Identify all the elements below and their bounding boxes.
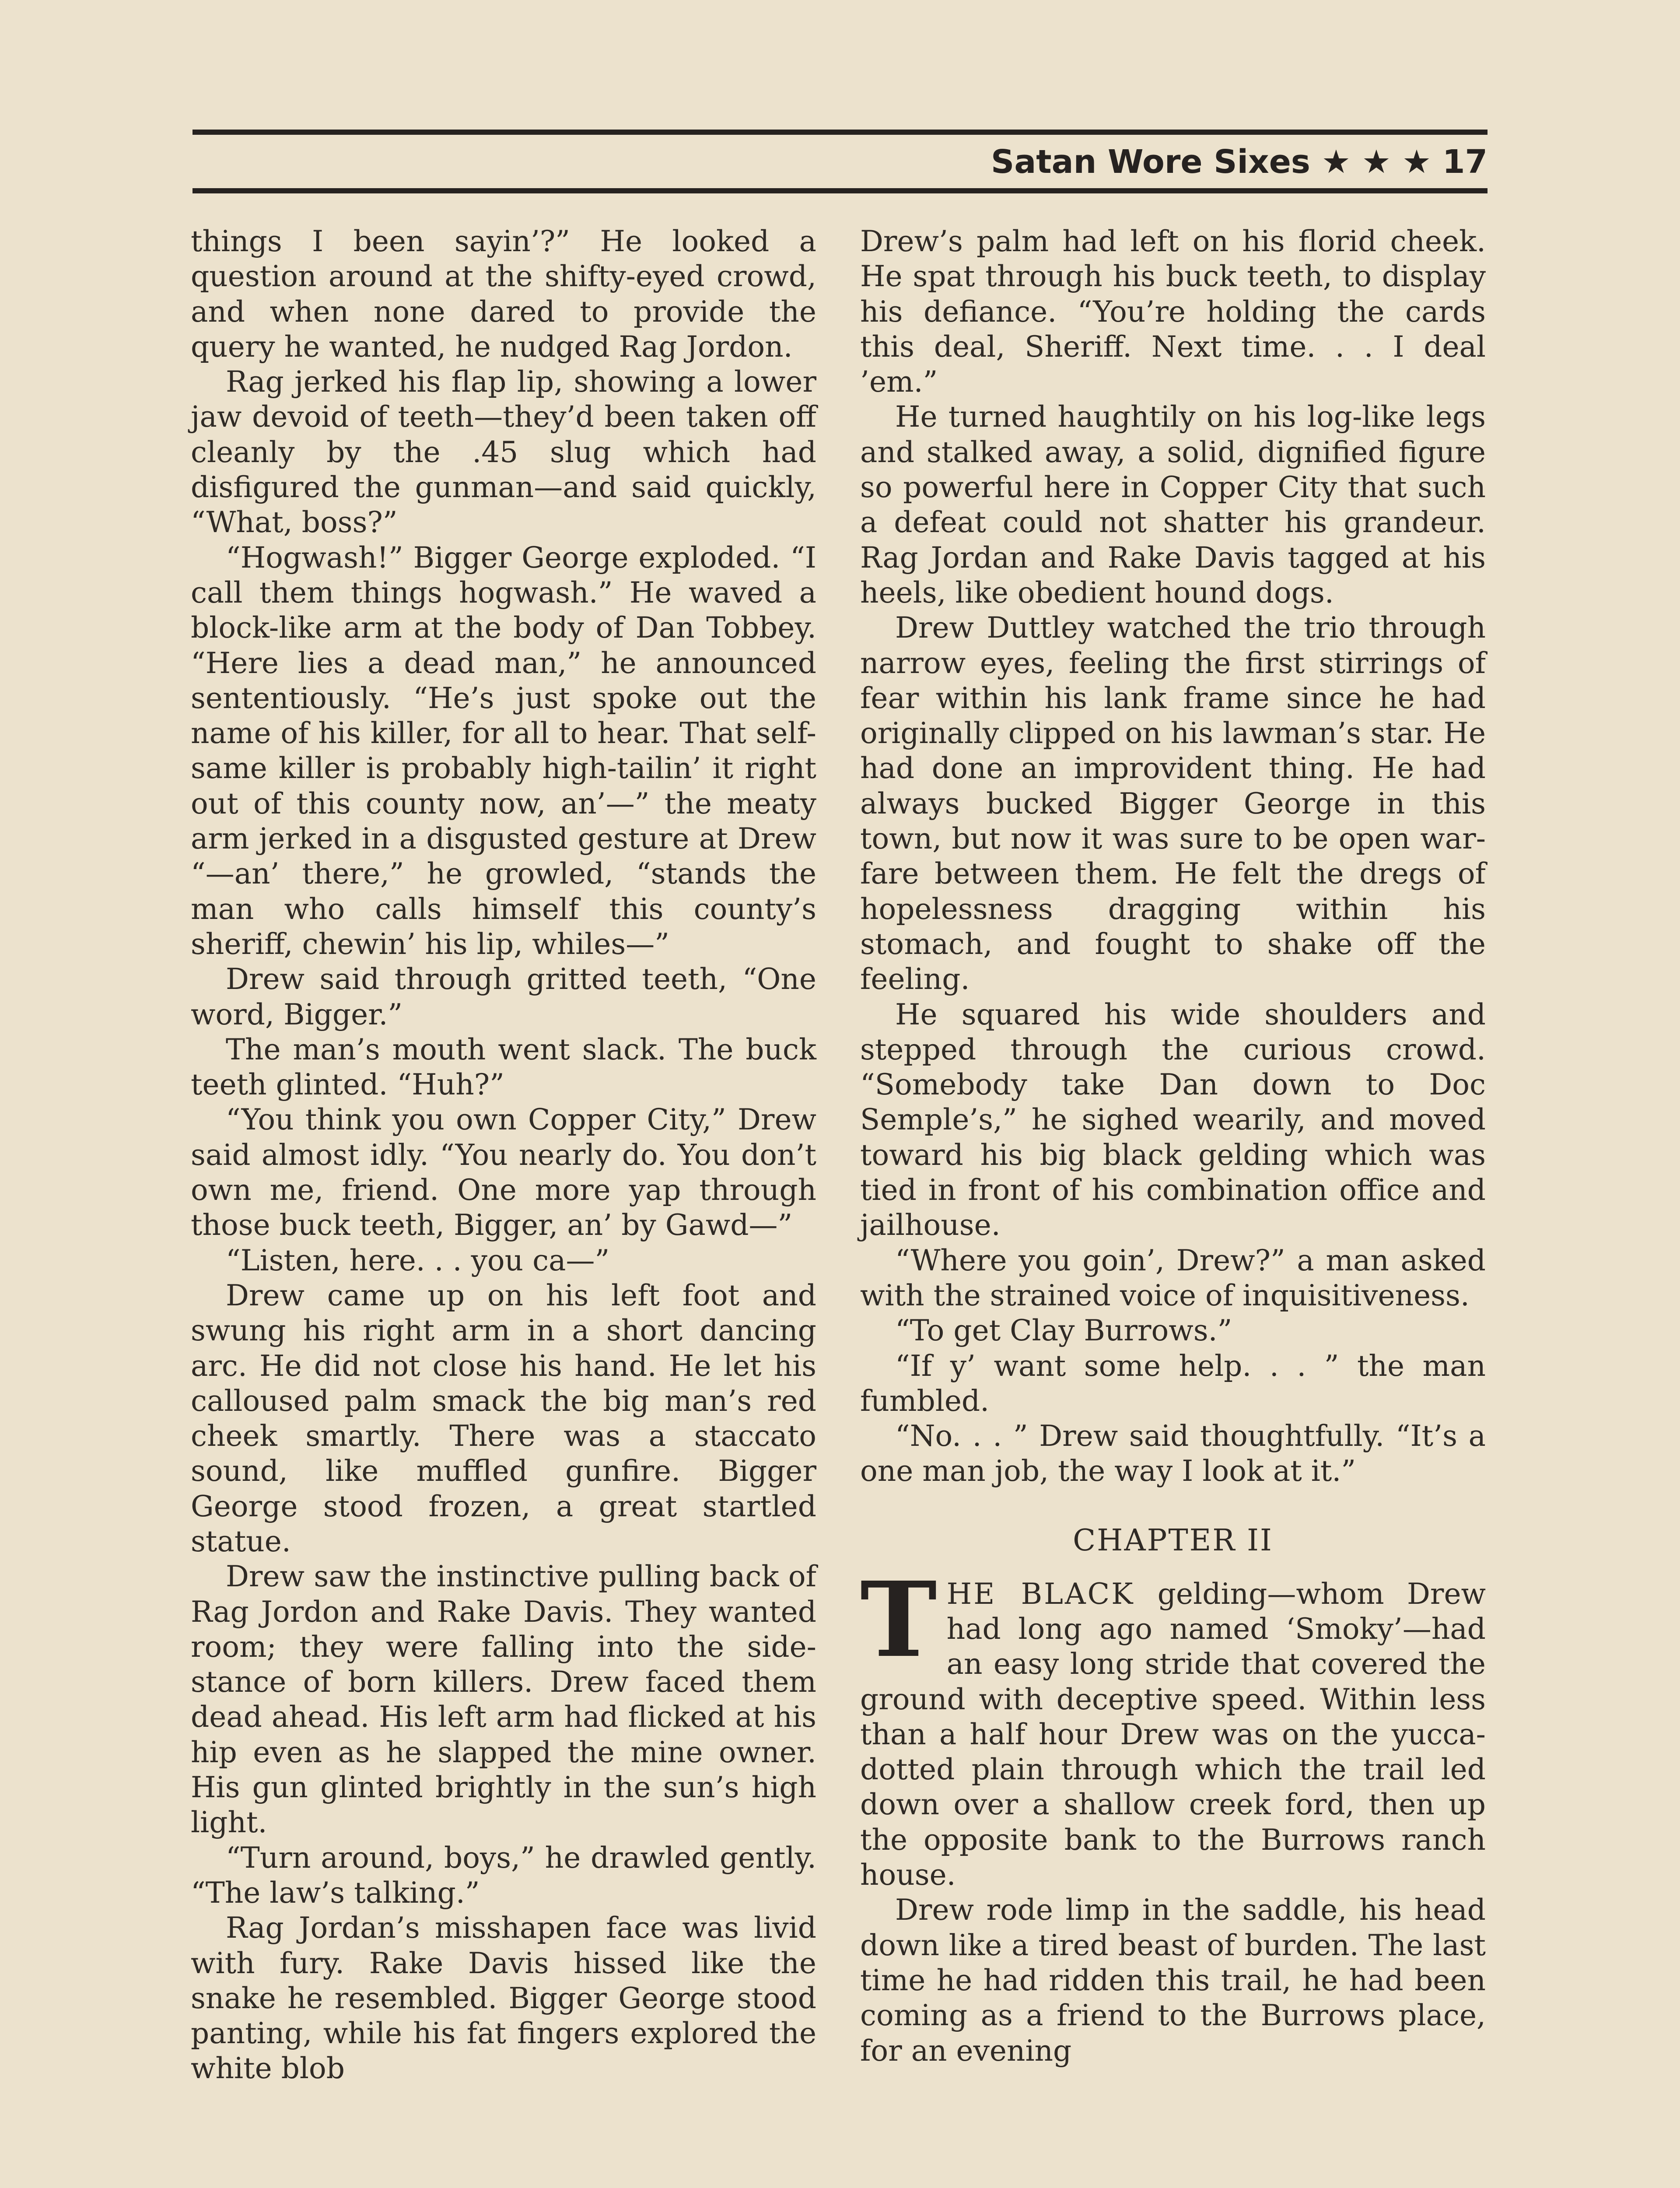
paragraph: “You think you own Copper City,” Drew said almost idly. “You nearly do. You don’t own me, friend. One more yap through those buck teeth, Bigger, an’ by Gawd—”	[191, 1103, 816, 1242]
paragraph: “If y’ want some help. . . ” the man fumbled.	[860, 1349, 1486, 1418]
chapter-opening-paragraph	[860, 1558, 1486, 1893]
paragraph: Drew saw the instinctive pulling back of Rag Jordon and Rake Davis. They wanted room; they were falling into the side-stance of born killers. Drew faced them dead ahead. His left arm had flicked at his hip even as he slapped the mine owner. His gun glinted brightly in the sun’s high light.	[191, 1560, 816, 1840]
paragraph: “To get Clay Burrows.”	[895, 1314, 1232, 1348]
right-column	[860, 224, 1486, 2069]
paragraph: Drew said through gritted teeth, “One word, Bigger.”	[191, 962, 816, 1031]
paragraph: “No. . . ” Drew said thoughtfully. “It’s a one man job, the way I look at it.”	[860, 1419, 1486, 1488]
paragraph: He squared his wide shoulders and stepped through the curious crowd. “Somebody take Dan down to Doc Semple’s,” he sighed wearily, and moved toward his big black gelding which was tied in front of his combination office and jailhouse.	[860, 997, 1486, 1242]
chapter-heading: CHAPTER II	[1073, 1523, 1273, 1558]
page-number: 17	[1442, 143, 1488, 181]
story-title: Satan Wore Sixes	[991, 143, 1310, 181]
star-ornament: ★ ★ ★	[1321, 143, 1432, 181]
paragraph: “Listen, here. . . you ca—”	[226, 1243, 610, 1277]
paragraph: things I been sayin’?” He looked a question around at the shifty-eyed crowd, and when none dared to provide the query he wanted, he nudged Rag Jordon.	[191, 224, 816, 364]
paragraph: The man’s mouth went slack. The buck teeth glinted. “Huh?”	[191, 1032, 816, 1102]
opening-small-caps: HE BLACK	[946, 1577, 1135, 1611]
left-column	[191, 224, 816, 2086]
paragraph: Rag jerked his flap lip, showing a lower jaw devoid of teeth—they’d been taken off cleanly by the .45 slug which had disfigured the gunman—and said quickly, “What, boss?”	[191, 365, 816, 540]
drop-cap: T	[860, 1558, 937, 1680]
paragraph: “Hogwash!” Bigger George exploded. “I call them things hogwash.” He waved a block-like arm at the body of Dan Tobbey. “Here lies a dead man,” he announced sententiously. “He’s just spoke out the name of his killer, for all to hear. That self-same killer is probably high-tailin’ it right out of this county now, an’—” the meaty arm jerked in a disgusted gesture at Drew “—an’ there,” he growled, “stands the man who calls himself this county’s sheriff, chewin’ his lip, whiles—”	[191, 540, 816, 961]
paragraph: He turned haughtily on his log-like legs and stalked away, a solid, dignified figure so powerful here in Copper City that such a defeat could not shatter his grandeur. Rag Jordan and Rake Davis tagged at his heels, like obedient hound dogs.	[860, 400, 1486, 610]
paragraph: “Turn around, boys,” he drawled gently. “The law’s talking.”	[191, 1841, 816, 1910]
paragraph: Drew came up on his left foot and swung his right arm in a short dancing arc. He did not close his hand. He let his calloused palm smack the big man’s red cheek smartly. There was a staccato sound, like muffled gunfire. Bigger George stood frozen, a great startled statue.	[191, 1278, 816, 1558]
paragraph: Drew rode limp in the saddle, his head down like a tired beast of burden. The last time he had ridden this trail, he had been coming as a friend to the Burrows place, for an evening	[860, 1893, 1486, 2068]
paragraph: Drew Duttley watched the trio through narrow eyes, feeling the first stirrings of fear within his lank frame since he had originally clipped on his lawman’s star. He had done an improvident thing. He had always bucked Bigger George in this town, but now it was sure to be open warfare between them. He felt the dregs of hopelessness dragging within his stomach, and fought to shake off the feeling.	[860, 611, 1486, 996]
header-rule-top	[192, 130, 1488, 135]
opening-text: gelding—whom Drew had long ago named ‘Smoky’—had an easy long stride that covered the ground with deceptive speed. Within less than a half hour Drew was on the yucca-dotted plain through which the trail led down over a shallow creek ford, then up the opposite bank to the Burrows ranch house.	[860, 1577, 1486, 1892]
running-head	[991, 142, 1488, 182]
paragraph: “Where you goin’, Drew?” a man asked with the strained voice of inquisitiveness.	[860, 1243, 1486, 1312]
header-rule-bottom	[192, 188, 1488, 193]
paragraph: Drew’s palm had left on his florid cheek. He spat through his buck teeth, to display his defiance. “You’re holding the cards this deal, Sheriff. Next time. . . I deal ’em.”	[860, 224, 1486, 399]
paragraph: Rag Jordan’s misshapen face was livid with fury. Rake Davis hissed like the snake he resembled. Bigger George stood panting, while his fat fingers explored the white blob	[191, 1911, 816, 2086]
